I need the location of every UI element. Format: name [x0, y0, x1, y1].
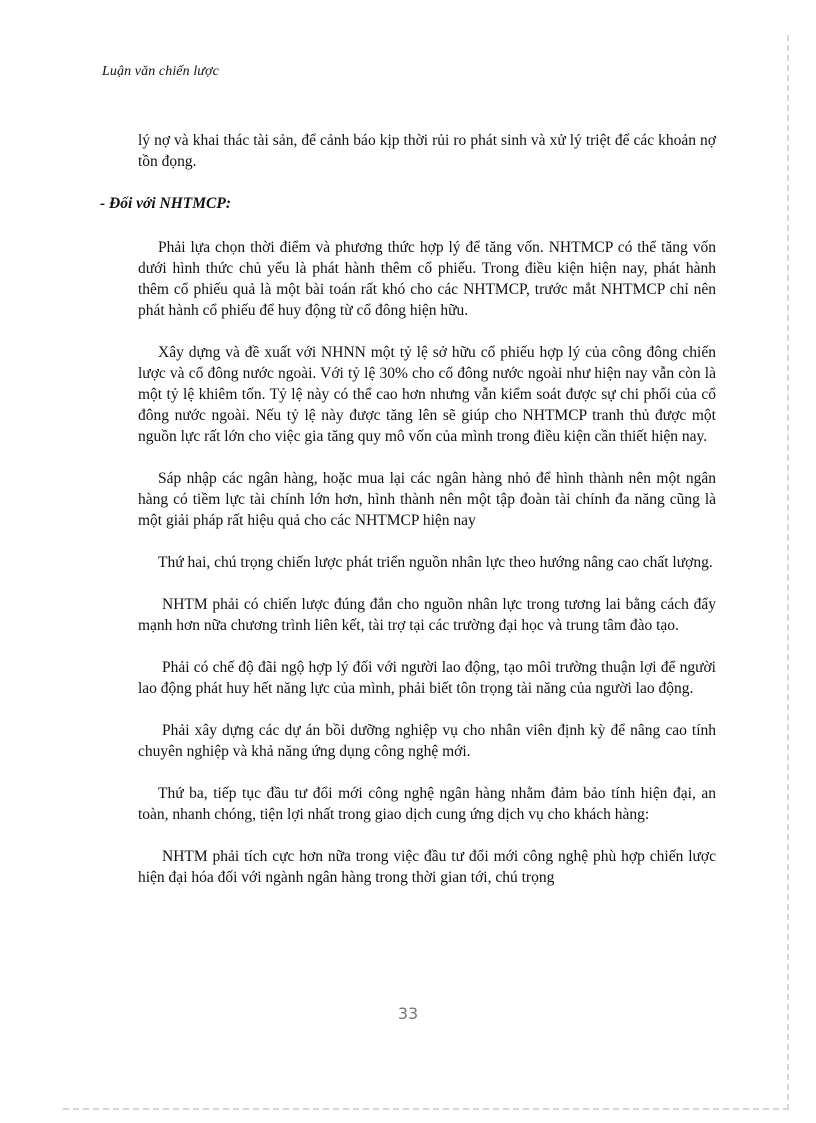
paragraph-training: Phải xây dựng các dự án bồi dưỡng nghiệp vụ cho nhân viên định kỳ để nâng cao tính chuyên nghiệp và khả năng ứng dụng công nghệ mới.: [138, 722, 716, 760]
page-content: [100, 130, 716, 909]
running-header: Luận văn chiến lược: [102, 64, 219, 79]
paragraph-ownership-ratio: Xây dựng và đề xuất với NHNN một tỷ lệ sở hữu cổ phiếu hợp lý của công đông chiến lược và cổ đông nước ngoài. Với tỷ lệ 30% cho cổ đông nước ngoài như hiện nay vẫn còn là một tỷ lệ khiêm tốn. Tỷ lệ này có thể cao hơn nhưng vẫn kiểm soát được sự chi phối của cổ đông nước ngoài. Nếu tỷ lệ này được tăng lên sẽ giúp cho NHTMCP tranh thủ được một nguồn lực rất lớn cho việc gia tăng quy mô vốn của mình trong điều kiện cần thiết hiện nay.: [138, 344, 716, 445]
paragraph-hr-strategy: NHTM phải có chiến lược đúng đắn cho nguồn nhân lực trong tương lai bằng cách đẩy mạnh hơn nữa chương trình liên kết, tài trợ tại các trường đại học và trung tâm đào tạo.: [138, 596, 716, 634]
paragraph-compensation: Phải có chế độ đãi ngộ hợp lý đối với người lao động, tạo môi trường thuận lợi để người lao động phát huy hết năng lực của mình, phải biết tôn trọng tài năng của người lao động.: [138, 659, 716, 697]
section-heading: - Đối với NHTMCP:: [100, 195, 232, 212]
paragraph-technology: Thứ ba, tiếp tục đầu tư đổi mới công nghệ ngân hàng nhằm đảm bảo tính hiện đại, an toàn, nhanh chóng, tiện lợi nhất trong giao dịch cung ứng dịch vụ cho khách hàng:: [138, 785, 716, 823]
paragraph-capital-timing: Phải lựa chọn thời điểm và phương thức hợp lý để tăng vốn. NHTMCP có thể tăng vốn dưới hình thức chủ yếu là phát hành thêm cổ phiếu. Trong điều kiện hiện nay, phát hành thêm cổ phiếu quả là một bài toán rất khó cho các NHTMCP, trước mắt NHTMCP chỉ nên phát hành cổ phiếu để huy động từ cổ đông hiện hữu.: [138, 239, 716, 319]
paragraph-mergers: Sáp nhập các ngân hàng, hoặc mua lại các ngân hàng nhỏ để hình thành nên một ngân hàng có tiềm lực tài chính lớn hơn, hình thành nên một tập đoàn tài chính đa năng cũng là một giải pháp rất hiệu quả cho các NHTMCP hiện nay: [138, 470, 716, 529]
paragraph-tech-investment: NHTM phải tích cực hơn nữa trong việc đầu tư đổi mới công nghệ phù hợp chiến lược hiện đại hóa đối với ngành ngân hàng trong thời gian tới, chú trọng: [138, 848, 716, 886]
page-number: 33: [397, 1004, 419, 1023]
paragraph-human-resources: Thứ hai, chú trọng chiến lược phát triển nguồn nhân lực theo hướng nâng cao chất lượng.: [158, 554, 713, 571]
continuation-paragraph: lý nợ và khai thác tài sản, để cảnh báo kịp thời rủi ro phát sinh và xử lý triệt để các khoản nợ tồn đọng.: [138, 132, 716, 170]
